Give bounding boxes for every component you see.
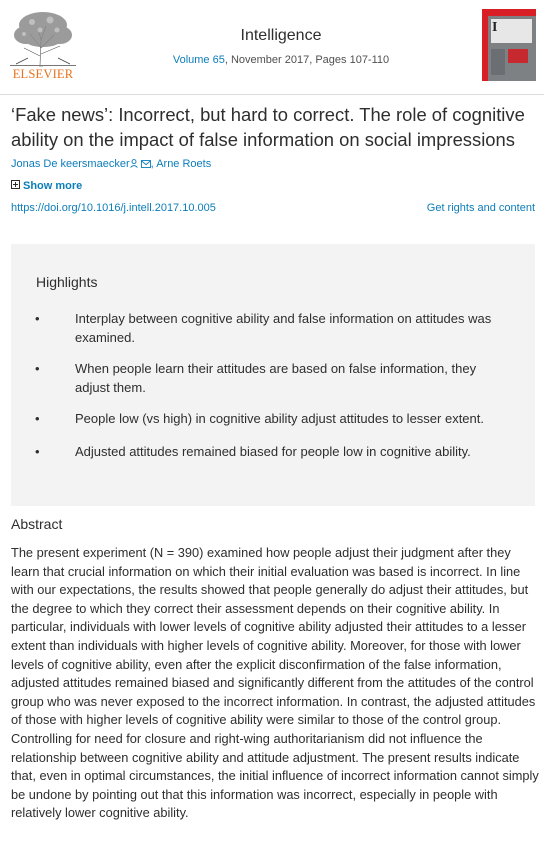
cover-letter: I [492,20,498,35]
article-title: ‘Fake news’: Incorrect, but hard to correct. The role of cognitive ability on the impact of false information on social impressions [11,104,525,150]
journal-issue-meta [130,54,432,66]
show-more-button[interactable] [11,180,82,192]
elsevier-tree-icon [10,8,76,68]
highlight-text: Interplay between cognitive ability and false information on attitudes was examined. [75,311,492,345]
journal-header [0,0,544,95]
author-link[interactable]: Jonas De keersmaecker [11,158,130,170]
list-item [11,443,501,462]
list-item [11,310,535,347]
cover-red-band [482,9,536,16]
list-item [11,360,535,397]
elsevier-logo[interactable] [10,8,76,82]
volume-link[interactable]: Volume 65 [172,54,225,66]
doi-link[interactable]: https://doi.org/10.1016/j.intell.2017.10.005 [11,202,216,214]
abstract-body: The present experiment (N = 390) examined how people adjust their judgment after they learn that crucial information on which their initial evaluation was based is incorrect. In line with our expectations, the results showed that people generally do adjust their attitudes, but the degree to which they correct their assessment depends on their cognitive ability. In particular, individuals with lower levels of cognitive ability adjusted their attitudes to a lesser extent than individuals with higher levels of cognitive ability. Moreover, for those with lower levels of cognitive ability, even after the explicit disconfirmation of the false information, adjusted attitudes remained biased and significantly different from the attitudes of the control group who was never exposed to the incorrect information. In contrast, the adjusted attitudes of those with higher levels of cognitive ability were similar to those of the control group. Controlling for need for closure and right-wing authoritarianism did not influence the relationship between cognitive ability and attitude adjustment. The present results indicate that, even in optimal circumstances, the initial influence of incorrect information cannot simply be undone by pointing out that this information was incorrect, especially in people with relatively lower cognitive ability. [11,545,539,821]
envelope-icon[interactable] [141,159,151,171]
highlight-text: People low (vs high) in cognitive ability adjust attitudes to lesser extent. [75,411,484,426]
journal-title-link[interactable]: Intelligence [240,27,322,44]
bullet-icon: • [35,411,40,426]
highlight-text: Adjusted attitudes remained biased for people low in cognitive ability. [75,444,471,459]
list-item [11,410,514,429]
publisher-wordmark: ELSEVIER [12,67,74,81]
cover-grey-block [491,49,505,75]
bullet-icon: • [35,361,40,376]
author-list [11,158,211,171]
show-more-label: Show more [23,180,83,192]
journal-cover-thumbnail[interactable] [482,9,536,81]
highlights-box [11,244,535,506]
plus-square-icon [11,180,20,189]
bullet-icon: • [35,311,40,326]
abstract-heading: Abstract [11,516,63,532]
author-separator: , [150,158,157,170]
bullet-icon: • [35,444,40,459]
cover-red-block [508,49,528,63]
highlight-text: When people learn their attitudes are based on false information, they adjust them. [75,361,477,395]
journal-info [130,27,432,66]
person-icon[interactable] [130,159,138,171]
highlights-heading: Highlights [36,274,98,290]
rights-link[interactable]: Get rights and content [426,202,535,214]
cover-red-edge [482,9,488,81]
author-link[interactable]: Arne Roets [156,158,212,170]
issue-date-pages: , November 2017, Pages 107-110 [224,54,390,66]
